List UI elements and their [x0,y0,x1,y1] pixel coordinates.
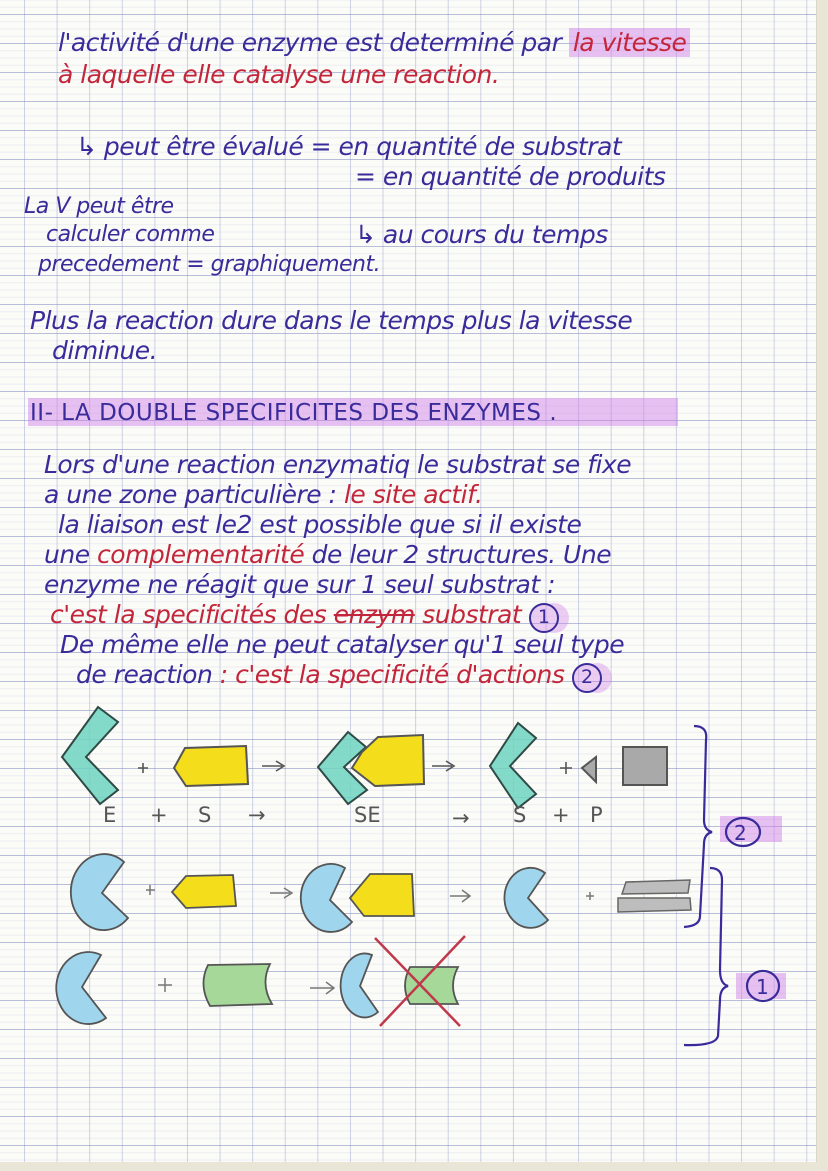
note-line-2: à laquelle elle catalyse une reaction. [58,60,500,89]
circled-number-2: 2 [572,663,602,693]
bracket-lower [684,868,728,1045]
bracket-label-1-text: 1 [756,975,769,999]
note-line-5c: ↳ au cours du temps [355,220,608,249]
bracket-upper [684,726,712,927]
label-plus2: + [552,803,570,827]
label-e: E [103,803,117,827]
note-line-5b: calculer comme [46,222,215,247]
label-p: P [590,803,603,827]
row1-products-gray [582,747,667,785]
note-line-4: = en quantité de produits [355,162,666,191]
bracket-label-2 [720,816,782,846]
row2-products-gray [618,880,691,912]
label-s2: S [513,803,527,827]
bracket-label-2-text: 2 [734,821,747,845]
text-substrat: substrat [414,600,522,629]
text-de-reaction: de reaction [76,660,220,689]
para-line-1: Lors d'une reaction enzymatiq le substrat se fixe [44,450,632,479]
label-arrow2: → [452,806,470,830]
para-line-5: enzyme ne réagit que sur 1 seul substrat : [44,570,556,599]
note-line-6: precedement = graphiquement. [38,252,381,277]
note-line-3: ↳ peut être évalué = en quantité de substrat [76,132,622,161]
bracket-label-1 [736,971,786,1001]
text-zone: a une zone particulière : [44,480,344,509]
text-specificite-action: : c'est la specificité d'actions [219,660,565,689]
note-line-5a: La V peut être [24,194,174,219]
row2-substrate-yellow [172,874,414,916]
row1-substrate-yellow [174,735,424,786]
row1-enzyme-chevron [62,707,536,808]
label-s: S [198,803,212,827]
label-plus1: + [150,803,168,827]
label-arrow1: → [248,803,266,827]
note-line-8: diminue. [52,336,158,365]
text-complementarite: complementarité [97,540,305,569]
text-activity: l'activité d'une enzyme est determiné par [58,28,569,57]
note-line-7: Plus la reaction dure dans le temps plus la vitesse [30,306,633,335]
para-line-7: De même elle ne peut catalyser qu'1 seul type [60,630,625,659]
section-title: II- LA DOUBLE SPECIFICITES DES ENZYMES . [30,400,558,426]
text-specificite: c'est la specificités des [50,600,334,629]
row2-enzyme-pacman [71,854,548,932]
highlight-vitesse: la vitesse [569,28,691,57]
text-structures: de leur 2 structures. Une [304,540,612,569]
text-une: une [44,540,98,569]
para-line-3: la liaison est le2 est possible que si il existe [58,510,582,539]
circled-number-1: 1 [529,603,559,633]
text-site-actif: le site actif. [343,480,483,509]
label-se: SE [354,803,381,827]
text-struck-enzym: enzym [333,600,415,629]
